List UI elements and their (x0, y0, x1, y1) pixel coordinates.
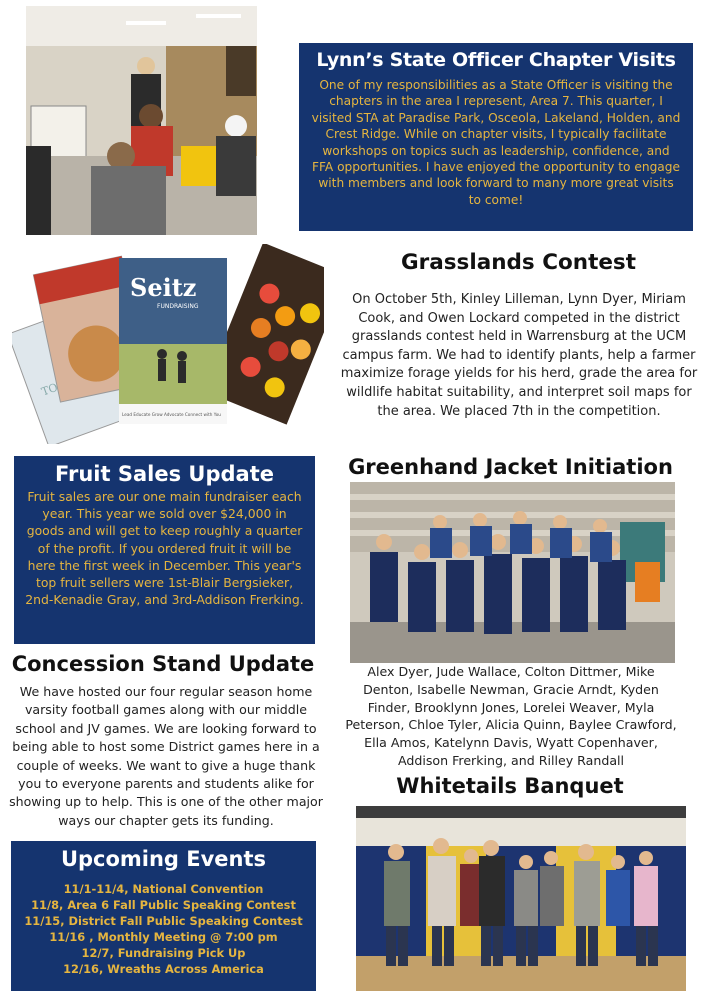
whitetails-banquet-photo (356, 806, 686, 991)
fruit-sales-title: Fruit Sales Update (55, 462, 274, 486)
state-officer-visits-title: Lynn’s State Officer Chapter Visits (316, 49, 676, 71)
state-officer-visits-box (299, 43, 693, 231)
chapter-visit-photo (26, 6, 257, 235)
catalog-tagline: Lead Educate Grow Advocate Connect with You (122, 412, 221, 417)
fruit-sales-body: Fruit sales are our one main fundraiser each year. This year we sold over $24,000 in goods and will get to keep roughly a quarter of the profit. If you ordered fruit it will be here the first week in December. This year's top fruit sellers were 1st-Blair Bergsieker, 2nd-Kenadie Gray, and 3rd-Addison Frerking. (25, 489, 304, 608)
event-item: 12/16, Wreaths Across America (63, 962, 264, 976)
concession-body: We have hosted our four regular season home varsity football games along with our middle school and JV games. We are looking forward to being able to host some District games here in a couple of weeks. We want to give a huge thank you to everyone parents and students alike for showing up to help. This is one of the other major ways our chapter gets its funding. (9, 684, 323, 828)
catalog-brand-sub: FUNDRAISING (157, 303, 199, 310)
state-officer-visits-body: One of my responsibilities as a State Officer is visiting the chapters in the area I represent, Area 7. This quarter, I visited STA at Paradise Park, Osceola, Lakeland, Holden, and Crest Ridge. While on chapter visits, I typically facilitate workshops on topics such as leadership, confidence, and FFA opportunities. I have enjoyed the opportunity to engage with members and look forward to many more great visits to come! (311, 78, 681, 207)
event-item: 12/7, Fundraising Pick Up (81, 946, 246, 960)
event-item: 11/16 , Monthly Meeting @ 7:00 pm (49, 930, 278, 944)
event-item: 11/15, District Fall Public Speaking Contest (24, 914, 303, 928)
grasslands-body: On October 5th, Kinley Lilleman, Lynn Dyer, Miriam Cook, and Owen Lockard competed in the district grasslands contest held in Warrensburg at the UCM campus farm. We had to identify plants, help a farmer maximize forage yields for his herd, grade the area for wildlife habitat suitability, and interpret soil maps for the area. We placed 7th in the competition. (340, 292, 698, 419)
greenhand-title: Greenhand Jacket Initiation (348, 455, 673, 479)
fruit-sales-box (14, 456, 315, 644)
greenhand-group-photo (350, 482, 675, 663)
upcoming-events-list (19, 881, 308, 977)
fundraising-catalogs-image (12, 244, 324, 444)
grasslands-title: Grasslands Contest (401, 250, 636, 275)
whitetails-title: Whitetails Banquet (396, 774, 624, 798)
event-item: 11/8, Area 6 Fall Public Speaking Contest (31, 898, 296, 912)
upcoming-events-box (11, 841, 316, 991)
event-item: 11/1-11/4, National Convention (63, 882, 264, 896)
catalog-brand-text: Seitz (130, 273, 197, 302)
concession-title: Concession Stand Update (11, 652, 315, 676)
upcoming-events-title: Upcoming Events (60, 847, 267, 871)
greenhand-names: Alex Dyer, Jude Wallace, Colton Dittmer, Mike Denton, Isabelle Newman, Gracie Arndt, Kyden Finder, Brooklynn Jones, Lorelei Weaver, Myla Peterson, Chloe Tyler, Alicia Quinn, Baylee Crawford, Ella Amos, Katelynn Davis, Wyatt Copenhaver, Addison Frerking, and Rilley Randall (345, 664, 677, 768)
